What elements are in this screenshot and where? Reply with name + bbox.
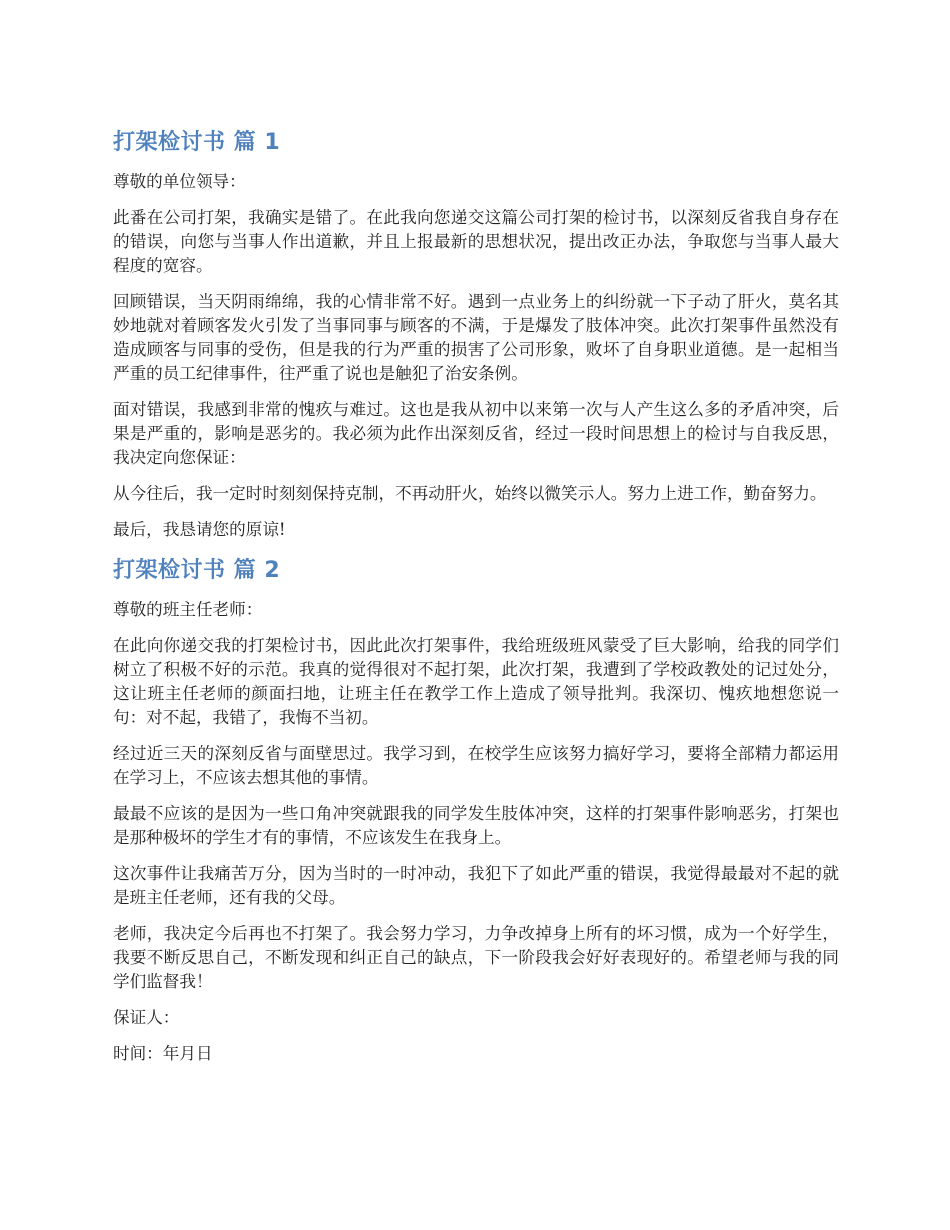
body-paragraph: 面对错误，我感到非常的愧疚与难过。这也是我从初中以来第一次与人产生这么多的矛盾冲突，后果是严重的，影响是恶劣的。我必须为此作出深刻反省，经过一段时间思想上的检讨与自我反思，我决定向您保证：: [113, 400, 839, 467]
body-paragraph: 最最不应该的是因为一些口角冲突就跟我的同学发生肢体冲突，这样的打架事件影响恶劣，打架也是那种极坏的学生才有的事情，不应该发生在我身上。: [113, 804, 839, 847]
body-paragraph: 这次事件让我痛苦万分，因为当时的一时冲动，我犯下了如此严重的错误，我觉得最最对不起的就是班主任老师，还有我的父母。: [113, 864, 839, 907]
body-paragraph: 老师，我决定今后再也不打架了。我会努力学习，力争改掉身上所有的坏习惯，成为一个好学生，我要不断反思自己，不断发现和纠正自己的缺点，下一阶段我会好好表现好的。希望老师与我的同学们监督我！: [113, 924, 839, 991]
body-paragraph: 回顾错误，当天阴雨绵绵，我的心情非常不好。遇到一点业务上的纠纷就一下子动了肝火，莫名其妙地就对着顾客发火引发了当事同事与顾客的不满，于是爆发了肢体冲突。此次打架事件虽然没有造成顾客与同事的受伤，但是我的行为严重的损害了公司形象，败坏了自身职业道德。是一起相当严重的员工纪律事件，往严重了说也是触犯了治安条例。: [113, 292, 839, 383]
section-2-heading: 打架检讨书 篇 2: [113, 558, 281, 583]
body-paragraph: 从今往后，我一定时时刻刻保持克制，不再动肝火，始终以微笑示人。努力上进工作，勤奋努力。: [113, 484, 827, 503]
salutation: 尊敬的单位领导：: [113, 172, 246, 191]
body-paragraph: 经过近三天的深刻反省与面壁思过。我学习到，在校学生应该努力搞好学习，要将全部精力都运用在学习上，不应该去想其他的事情。: [113, 744, 839, 787]
closing-paragraph: 最后，我恳请您的原谅!: [113, 520, 286, 539]
body-paragraph: 此番在公司打架，我确实是错了。在此我向您递交这篇公司打架的检讨书，以深刻反省我自身存在的错误，向您与当事人作出道歉，并且上报最新的思想状况，提出改正办法，争取您与当事人最大程度的宽容。: [113, 208, 839, 275]
body-paragraph: 在此向你递交我的打架检讨书，因此此次打架事件，我给班级班风蒙受了巨大影响，给我的同学们树立了积极不好的示范。我真的觉得很对不起打架，此次打架，我遭到了学校政教处的记过处分，这让班主任老师的颜面扫地，让班主任在教学工作上造成了领导批判。我深切、愧疚地想您说一句：对不起，我错了，我悔不当初。: [113, 636, 839, 727]
section-1-heading: 打架检讨书 篇 1: [113, 130, 281, 155]
document-page: [113, 126, 839, 1078]
salutation: 尊敬的班主任老师：: [113, 600, 263, 619]
guarantor-line: 保证人：: [113, 1008, 180, 1027]
date-line: 时间：年月日: [113, 1044, 213, 1063]
